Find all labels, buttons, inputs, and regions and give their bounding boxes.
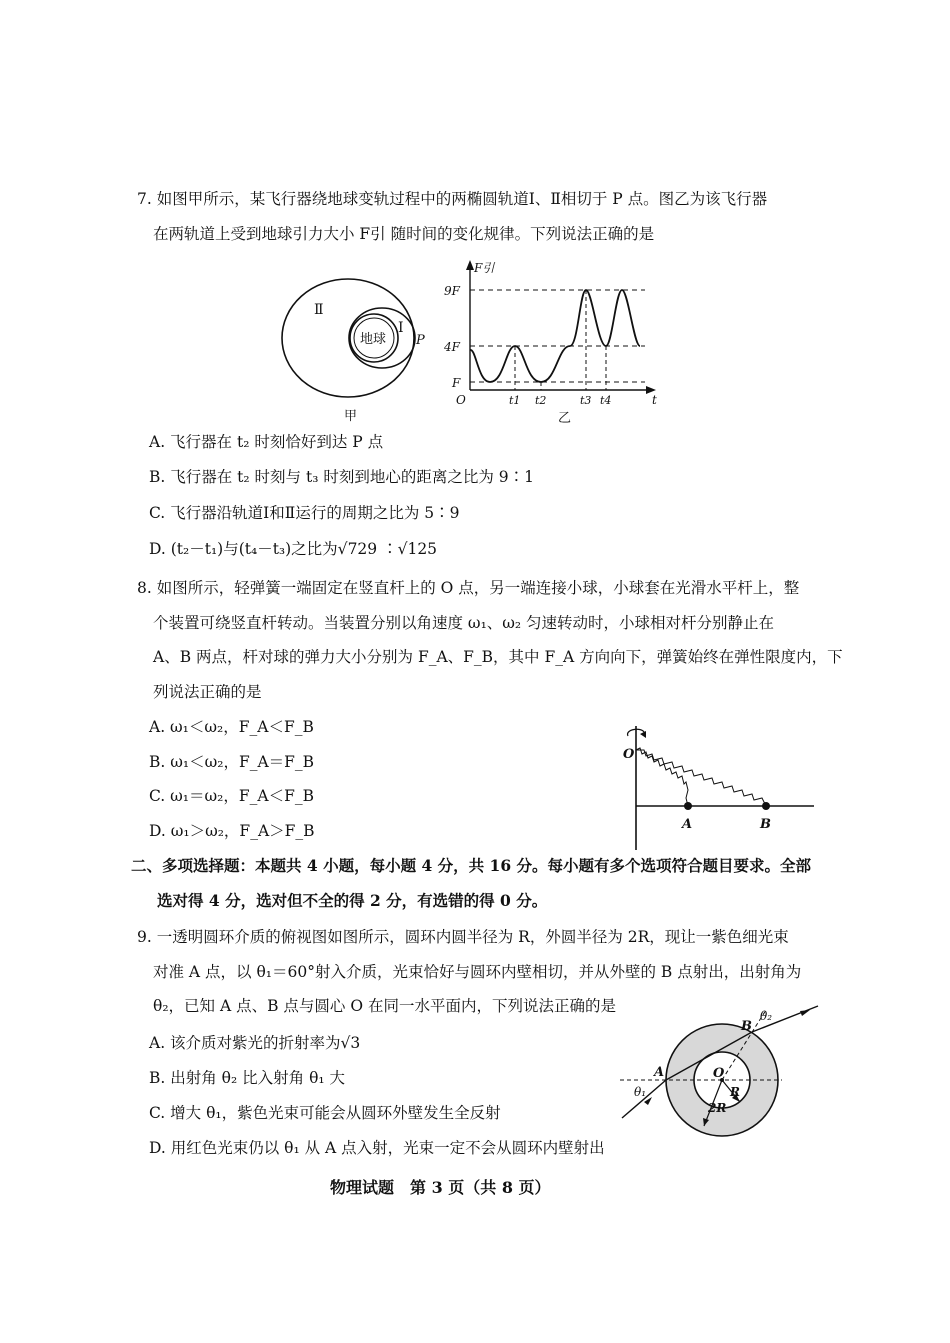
- q8-line2: 个装置可绕竖直杆转动。当装置分别以角速度 ω₁、ω₂ 匀速转动时，小球相对杆分别静止在: [153, 614, 775, 632]
- q9-option-b: B. 出射角 θ₂ 比入射角 θ₁ 大: [149, 1069, 346, 1087]
- q8-option-c: C. ω₁＝ω₂，F_A＜F_B: [149, 787, 314, 805]
- y-tick-4f: 4F: [444, 340, 460, 354]
- x-tick-t3: t3: [580, 394, 592, 407]
- x-tick-t4: t4: [600, 394, 612, 407]
- label-b: B: [760, 817, 771, 832]
- force-curve: [470, 290, 640, 382]
- section2-line1: 二、多项选择题：本题共 4 小题，每小题 4 分，共 16 分。每小题有多个选项符合题目要求。全部: [131, 856, 812, 875]
- fig-yi-caption: 乙: [558, 411, 572, 426]
- label-a: A: [682, 817, 693, 832]
- q9-option-c: C. 增大 θ₁，紫色光束可能会从圆环外壁发生全反射: [149, 1104, 501, 1122]
- q9-line3: θ₂，已知 A 点、B 点与圆心 O 在同一水平面内，下列说法正确的是: [153, 997, 616, 1015]
- y-axis-label: F引: [474, 261, 495, 275]
- y-tick-f: F: [452, 376, 461, 390]
- label-theta1: θ₁: [634, 1085, 647, 1099]
- q7-line1: 7. 如图甲所示，某飞行器绕地球变轨过程中的两椭圆轨道Ⅰ、Ⅱ相切于 P 点。图乙为该飞行器: [137, 190, 768, 208]
- q9-option-a: A. 该介质对紫光的折射率为√3: [149, 1034, 361, 1052]
- ring-refraction-diagram: [614, 1004, 826, 1156]
- y-tick-9f: 9F: [444, 284, 460, 298]
- x-tick-t1: t1: [509, 394, 521, 407]
- force-time-graph: [440, 258, 670, 428]
- spring-rod-diagram: [616, 718, 820, 854]
- section2-line2: 选对得 4 分，选对但不全的得 2 分，有选错的得 0 分。: [157, 891, 548, 910]
- x-axis-label: t: [652, 393, 657, 407]
- earth-label: 地球: [360, 332, 387, 347]
- ball-b: [762, 802, 770, 810]
- q7-option-c: C. 飞行器沿轨道Ⅰ和Ⅱ运行的周期之比为 5∶9: [149, 504, 460, 522]
- fig-jia-caption: 甲: [344, 409, 358, 424]
- q9-option-d: D. 用红色光束仍以 θ₁ 从 A 点入射，光束一定不会从圆环内壁射出: [149, 1139, 605, 1157]
- orbit-1-label: Ⅰ: [398, 320, 404, 336]
- label-a: A: [654, 1065, 665, 1080]
- q9-line2: 对准 A 点，以 θ₁＝60°射入介质，光束恰好与圆环内壁相切，并从外壁的 B 点射出，出射角为: [153, 963, 802, 981]
- label-theta2: θ₂: [760, 1009, 773, 1023]
- ball-a: [684, 802, 692, 810]
- label-b: B: [741, 1019, 752, 1034]
- q8-line4: 列说法正确的是: [153, 683, 262, 701]
- q7-option-b: B. 飞行器在 t₂ 时刻与 t₃ 时刻到地心的距离之比为 9∶1: [149, 468, 534, 486]
- q8-line1: 8. 如图所示，轻弹簧一端固定在竖直杆上的 O 点，另一端连接小球，小球套在光滑水平杆上，整: [137, 579, 800, 597]
- page-footer: 物理试题 第 3 页（共 8 页）: [330, 1178, 551, 1197]
- label-2r: 2R: [708, 1101, 727, 1115]
- x-tick-t2: t2: [535, 394, 547, 407]
- orbit-2-label: Ⅱ: [314, 302, 324, 318]
- q8-line3: A、B 两点，杆对球的弹力大小分别为 F_A、F_B，其中 F_A 方向向下，弹簧始终在弹性限度内，下: [153, 648, 843, 666]
- q7-option-a: A. 飞行器在 t₂ 时刻恰好到达 P 点: [149, 433, 384, 451]
- q7-line2: 在两轨道上受到地球引力大小 F引 随时间的变化规律。下列说法正确的是: [153, 225, 655, 243]
- label-o: O: [713, 1066, 725, 1081]
- label-r: R: [730, 1085, 740, 1099]
- point-p-label: P: [416, 333, 425, 348]
- q7-option-d: D. (t₂－t₁)与(t₄－t₃)之比为√729 ∶√125: [149, 540, 438, 558]
- origin-label: O: [456, 393, 466, 407]
- q8-option-d: D. ω₁＞ω₂，F_A＞F_B: [149, 822, 315, 840]
- orbit-diagram: [278, 270, 438, 430]
- spring-to-b: [636, 750, 766, 806]
- q9-line1: 9. 一透明圆环介质的俯视图如图所示，圆环内圆半径为 R，外圆半径为 2R，现让一紫色细光束: [137, 928, 789, 946]
- q8-option-a: A. ω₁＜ω₂，F_A＜F_B: [149, 718, 314, 736]
- label-o: O: [623, 747, 635, 762]
- q8-option-b: B. ω₁＜ω₂，F_A＝F_B: [149, 753, 315, 771]
- spring-to-a: [636, 748, 688, 806]
